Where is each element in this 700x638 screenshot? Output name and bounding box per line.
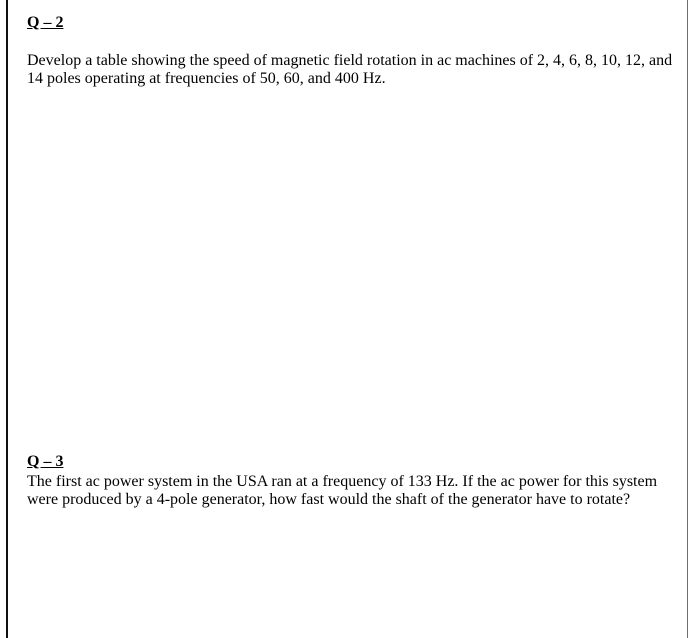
question-2-heading: Q – 2 <box>27 14 64 31</box>
question-3-heading: Q – 3 <box>27 453 64 470</box>
question-2-text: Develop a table showing the speed of magnetic field rotation in ac machines of 2, 4, 6, 8, 10, 12, and 14 poles operating at frequencies of 50, 60, and 400 Hz. <box>27 52 673 87</box>
right-border-line <box>687 0 688 638</box>
question-3-text: The first ac power system in the USA ran at a frequency of 133 Hz. If the ac power for this system were produced by a 4-pole generator, how fast would the shaft of the generator have to rotate? <box>27 473 658 508</box>
left-border-line <box>6 0 8 638</box>
